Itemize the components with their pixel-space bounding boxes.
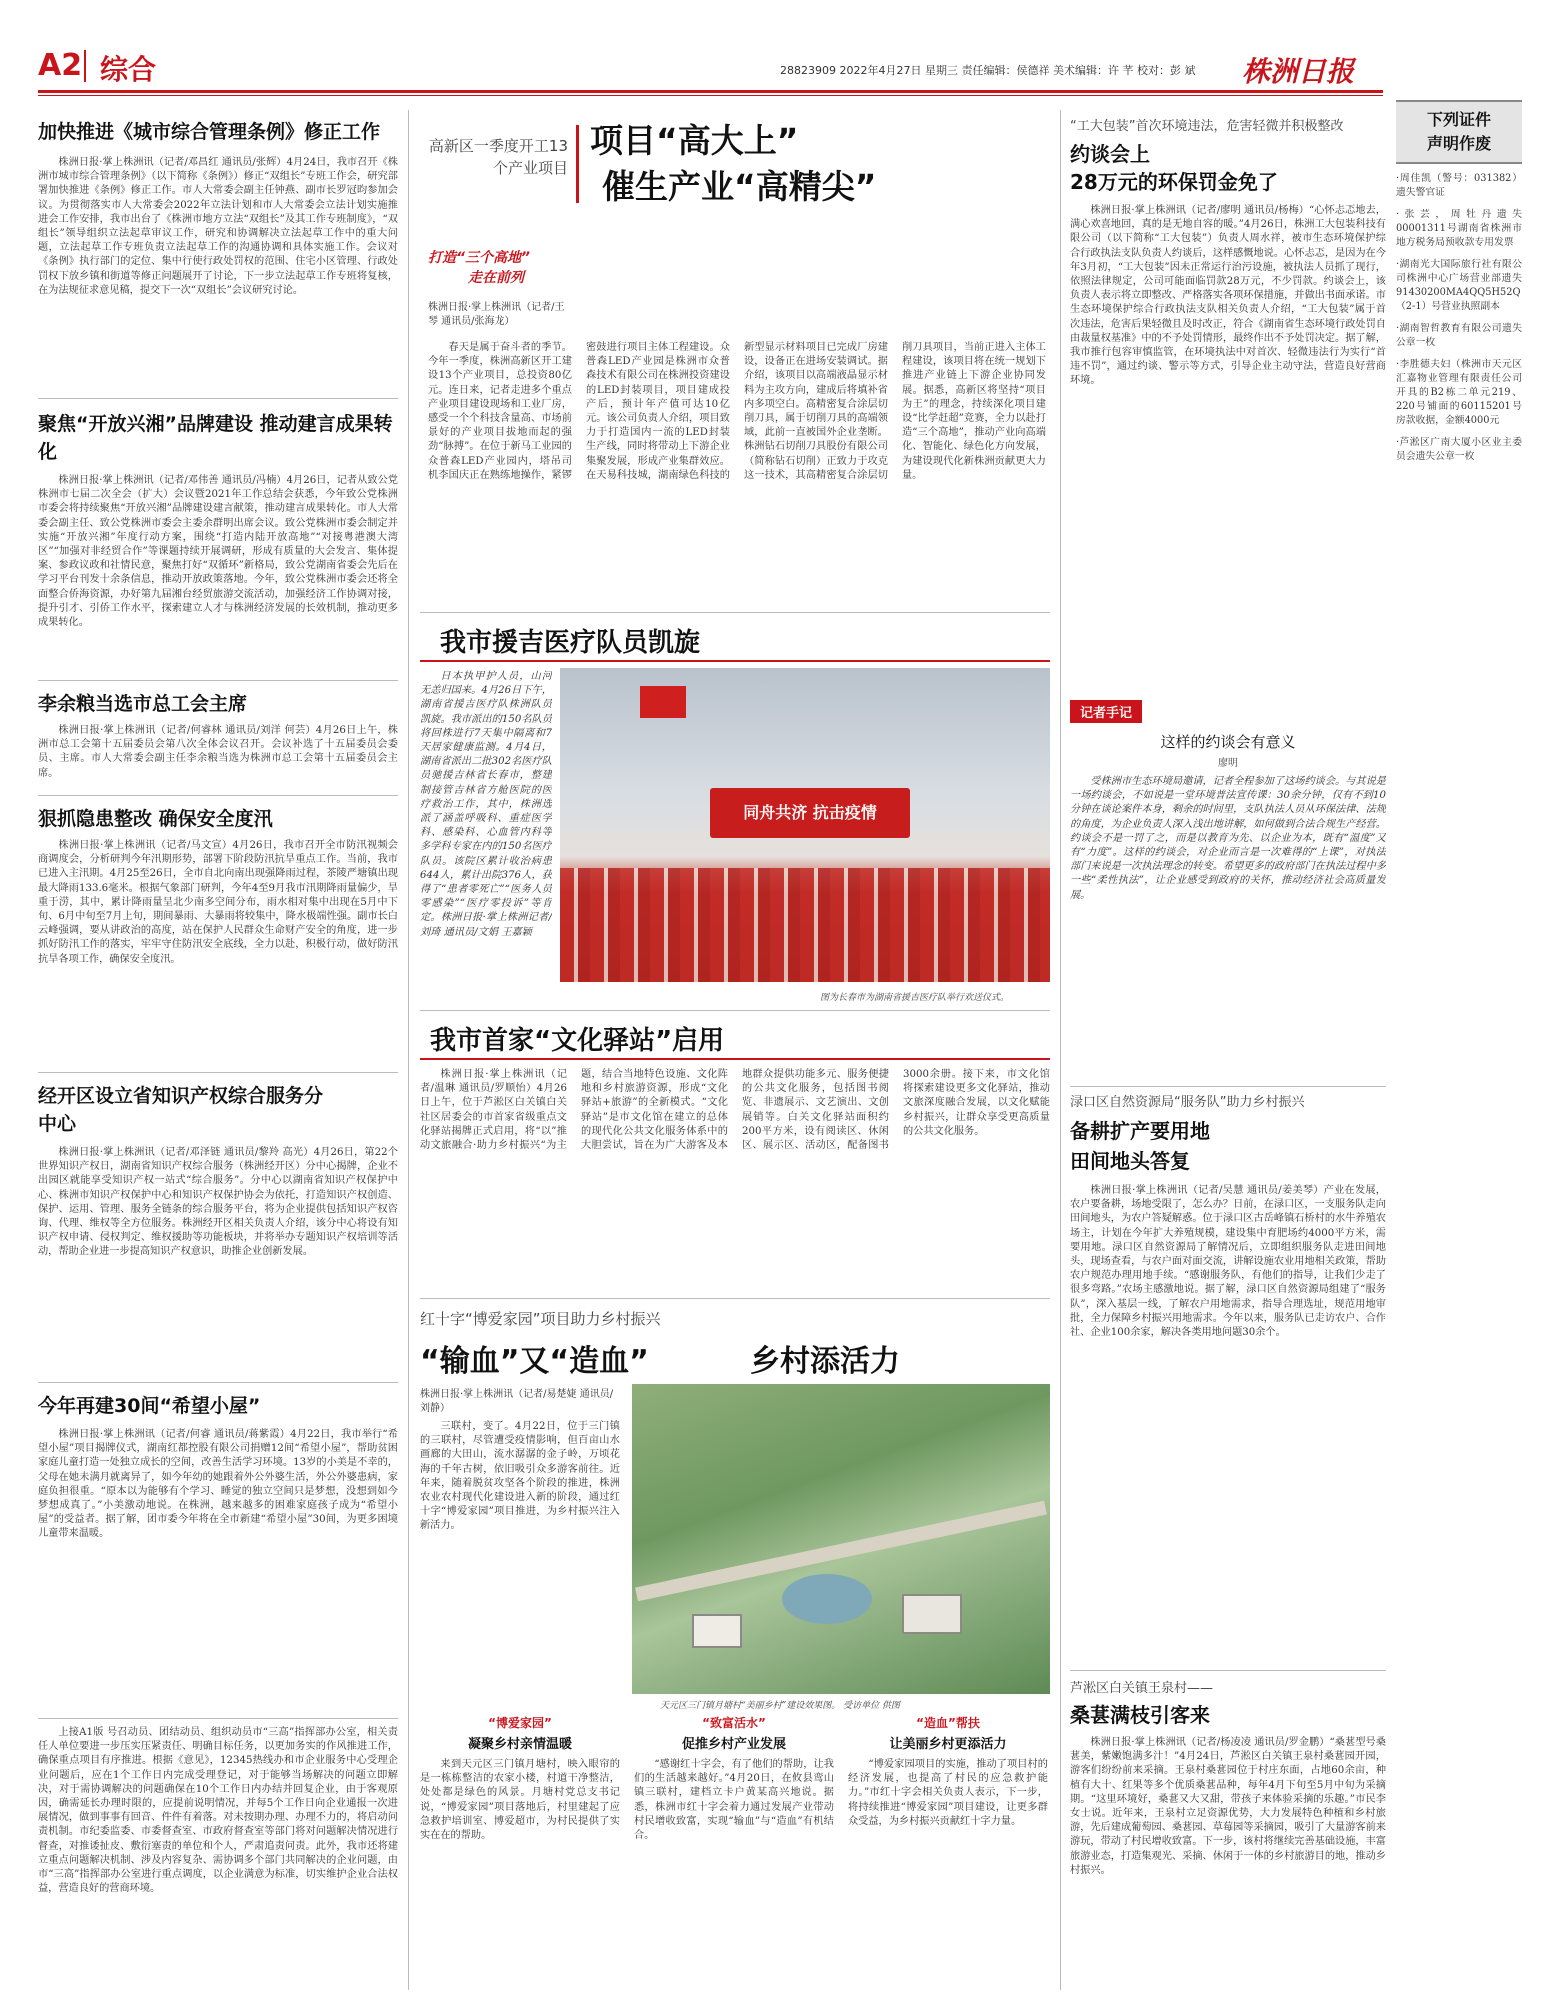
newspaper-logo: 株洲日报 [1242, 55, 1355, 88]
article-body: 株洲日报·掌上株洲讯（记者/吴慧 通讯员/姜美琴）产业在发展，农户要备耕，场地受限了，怎么办？日前，在渌口区，一支服务队走向田间地头，为农户答疑解惑。位于渌口区古岳峰镇石桥村的水牛养殖农场主，计划在今年扩大养殖规模，建设集中育肥场约4000平方米，需要用地。渌口区自然资源局了解情况后，立即组织服务队走进田间地头，现场查看，与农户面对面交流，讲解设施农业用地相关政策，帮助农户规范办理用地手续。“感谢服务队，有他们的指导，让我们少走了很多弯路。”农场主感激地说。据了解，渌口区自然资源局组建了“服务队”，深入基层一线，了解农户用地需求，指导合理选址，规范用地审批，全力保障乡村振兴用地需求。今年以来，服务队已走访农户、合作社、企业100余家，解决各类用地问题30余个。 [1070, 1185, 1386, 1339]
section-name: 综合 [100, 53, 157, 86]
article-body: 日本执甲护人员，山河无恙归国来。4月26日下午，湖南省援吉医疗队株洲队员凯旋。我市派出的150名队员将回株进行7天集中隔离和7天居家健康监测。4月4日，湖南省派出二批302名医疗队员驰援吉林省长春市，整建制接管吉林省方舱医院的医疗救治工作，其中，株洲选派了涵盖呼吸科、重症医学科、感染科、心血管内科等多学科专家在内的150名医疗队员。该院区累计收治病患644人，累计出院376人，获得了“患者零死亡”“医务人员零感染”“医疗零投诉”等肯定。株洲日报·掌上株洲记者/刘琦 通讯员/文娟 王嘉颖 [420, 671, 552, 938]
house-icon [902, 1594, 962, 1634]
header-rule-thin [38, 95, 1383, 96]
sidebar-title-line2: 声明作废 [1426, 134, 1491, 153]
notice-item: ·周佳凯（警号：031382）遗失警官证 [1396, 173, 1522, 198]
header-meta: 28823909 2022年4月27日 星期三 责任编辑：侯德祥 美术编辑：许 芊 校对：彭 斌 [780, 64, 1196, 77]
article-flood-control [38, 805, 398, 1067]
headline: 李余粮当选市总工会主席 [38, 693, 248, 715]
article-red-cross [420, 1304, 1050, 1994]
headline: 狠抓隐患整改 确保安全度汛 [38, 808, 273, 830]
house-icon [692, 1614, 742, 1648]
subhead-2: 让美丽乡村更添活力 [889, 1737, 1007, 1752]
headline-line1: 备耕扩产要用地 [1070, 1119, 1210, 1143]
section-divider [420, 1010, 1050, 1011]
column-divider [38, 1718, 398, 1719]
column-divider [38, 795, 398, 796]
photo-caption: 图为长春市为湖南省援吉医疗队举行欢送仪式。 [820, 993, 1010, 1003]
article-body: 三联村，变了。4月22日，位于三门镇的三联村，尽管遭受疫情影响，但百亩山水画廊的大田山，流水潺潺的金子岭，万顷花海的千年古树，依旧吸引众多游客前往。近年来，随着脱贫攻坚各个阶段的推进，株洲农业农村现代化建设进入新的阶段，通过红十字“博爱家园”项目推进，为乡村振兴注入新活力。 [420, 1421, 620, 1532]
article-body: “感谢红十字会，有了他们的帮助，让我们的生活越来越好。”4月20日，在攸县鸾山镇三联村，建档立卡户黄某高兴地说。据悉，株洲市红十字会着力通过发展产业带动村民增收致富，实现“输血”与“造血”有机结合。 [634, 1759, 834, 1842]
article-city-regulation [38, 118, 398, 384]
notice-list [1396, 172, 1522, 464]
column-divider [38, 398, 398, 399]
header-rule [38, 90, 1383, 93]
banner-text: 同舟共济 抗击疫情 [743, 803, 877, 822]
article-body: 株洲日报·掌上株洲讯（记者/邓伟善 通讯员/冯楠）4月26日，记者从致公党株洲市七届二次全会（扩大）会议暨2021年工作总结会获悉，今年致公党株洲市委会将持续聚焦“开放兴湘”品牌建设建言献策，推动建言成果转化。市人大常委会副主任、致公党株洲市委会主委余群明出席会议。致公党株洲市委会制定并实施“开放兴湘”年度行动方案，围绕“打造内陆开放高地”“对接粤港澳大湾区”“加强对非经贸合作”等课题持续开展调研，形成有质量的大会发言、集体提案、参政议政和社情民意，聚焦打好“双循环”新格局，致公党湖南省委会先后在学习平台刊发十余条信息，推动开放政策落地。今年，致公党株洲市委会还将全面整合侨海资源，办好第九届湘台经贸旅游交流活动，加强经济工作协调对接，提升引才、引侨工作水平，探索建立人才与株洲经济发展的长效机制，推动更多成果转化。 [38, 475, 398, 629]
crowd-icon [560, 868, 1050, 982]
byline: 株洲日报·掌上株洲讯（记者/王琴 通讯员/张海龙） [428, 302, 565, 327]
main-headline-line1: 项目“高大上” [590, 121, 799, 160]
headline: 加快推进《城市综合管理条例》修正工作 [38, 121, 381, 143]
article-high-tech [420, 105, 1050, 610]
badge-line1: 打造“三个高地” [428, 250, 531, 266]
badge-line2: 走在前列 [468, 270, 524, 286]
article-mulberry [1070, 1680, 1386, 1976]
headline-underline [420, 1058, 1050, 1060]
subhead: “致富活水” [702, 1716, 766, 1730]
notice-item: ·湖南智哲教育有限公司遗失公章一枚 [1396, 323, 1522, 348]
notice-sidebar [1396, 100, 1522, 580]
article-union-chair [38, 690, 398, 782]
main-headline-line2: 催生产业“高精尖” [602, 167, 877, 206]
article-body: “博爱家园项目的实施，推动了项目村的经济发展，也提高了村民的应急救护能力。”市红十字会相关负责人表示，下一步，将持续推进“博爱家园”项目建设，让更多群众受益，为乡村振兴贡献红十字力量。 [848, 1759, 1048, 1827]
headline: 我市援吉医疗队员凯旋 [440, 628, 701, 658]
article-body: 来到天元区三门镇月塘村，映入眼帘的是一栋栋整洁的农家小楼，村道干净整洁，处处都是绿色的风景。月塘村党总支书记说，“博爱家园”项目落地后，村里建起了应急救护培训室、博爱超市，为村民提供了实实在在的帮助。 [420, 1759, 620, 1842]
article-land-service [1070, 1094, 1386, 1680]
column-divider [38, 1382, 398, 1383]
notice-item: ·湖南光大国际旅行社有限公司株洲中心广场营业部遗失91430200MA4QQ5H52Q（2-1）号营业执照副本 [1396, 259, 1522, 312]
article-body: 株洲日报·掌上株洲讯（记者/杨凌凌 通讯员/罗金鹏）“桑葚型号桑葚美，紫嫩饱满多汁！”4月24日，芦淞区白关镇王泉村桑葚园开园，游客们纷纷前来采摘。王泉村桑葚园位于村庄东面，占地60余亩，种植有大十、红果等多个优质桑葚品种，每年4月下旬至5月中旬为采摘期。“这里环境好，桑葚又大又甜，带孩子来体验采摘的乐趣。”市民李女士说。近年来，王泉村立足资源优势，大力发展特色种植和乡村旅游，先后建成葡萄园、桑葚园、草莓园等采摘园，吸引了大量游客前来游玩，带动了村民增收致富。下一步，该村将继续完善基础设施，丰富旅游业态，打造集观光、采摘、休闲于一体的乡村旅游目的地，推动乡村振兴。 [1070, 1737, 1386, 1876]
column-divider [38, 680, 398, 681]
pond-icon [782, 1574, 872, 1624]
article-body: 株洲日报·掌上株洲讯（记者/邓泽链 通讯员/黎羚 高光）4月26日，第22个世界知识产权日，湖南省知识产权综合服务（株洲经开区）分中心揭牌，企业不出园区就能享受知识产权一站式“综合服务”。分中心以湖南省知识产权保护中心、株洲市知识产权保护中心和知识产权保护协会为依托，打造知识产权创造、保护、运用、管理、服务全链条的综合服务平台，将为企业提供包括知识产权咨询、代理、维权等全方位服务。株洲经开区相关负责人介绍，该分中心将设有知识产权申请、侵权判定、维权援助等功能板块，并将举办专题知识产权培训等活动，帮助企业进一步提高知识产权意识，助推企业创新发展。 [38, 1147, 398, 1258]
flag-icon [640, 686, 686, 718]
article-body: 株洲日报·掌上株洲讯（记者/何睿林 通讯员/刘洋 何芸）4月26日上午，株洲市总工会第十五届委员会第八次全体会议召开。会议补选了十五届委员会委员、主席。市人大常委会副主任李余粮当选为株洲市总工会第十五届委员会主席。 [38, 725, 398, 779]
photo-village-aerial [632, 1384, 1050, 1694]
article-body: 株洲日报·掌上株洲讯（记者/廖明 通讯员/杨梅）“心怀忐忑地去，满心欢喜地回，真的是无地自容的暖。”4月26日，株洲工大包装科技有限公司（以下简称“工大包装”）负责人周水祥，被市生态环境保护综合行政执法支队负责人约谈后，这样感慨地说。心怀忐忑，是因为在今年3月初，“工大包装”因未正常运行治污设施，被执法人员抓了现行，依照法律规定，公司可能面临罚款28万元，不少罚款。约谈会上，该负责人表示将立即整改、严格落实各项环保措施，并做出书面承诺。市生态环境保护综合行政执法支队相关负责人介绍，“工大包装”属于首次违法，危害后果轻微且及时改正，符合《湖南省生态环境行政处罚自由裁量权基准》中的不予处罚情形，最终作出不予处罚决定。据了解，我市推行包容审慎监管，在环境执法中对首次、轻微违法行为实行“首违不罚”，通过约谈、警示等方式，引导企业主动守法，营造良好营商环境。 [1070, 205, 1386, 387]
kicker: “工大包装”首次环境违法，危害轻微并积极整改 [1070, 119, 1344, 134]
page-number: A2 [38, 48, 83, 83]
headline: 桑葚满枝引客来 [1070, 1703, 1210, 1727]
campaign-badge [428, 247, 568, 289]
headline-line2: 28万元的环保罚金免了 [1070, 170, 1278, 194]
section-divider [1070, 1086, 1386, 1087]
photo-caption: 天元区三门镇月塘村“美丽乡村”建设效果图。 受访单位 供图 [660, 1701, 900, 1711]
note-badge-text: 记者手记 [1080, 706, 1133, 721]
article-body: 上接A1版 号召动员、团结动员、组织动员市“三高”指挥部办公室，相关责任人单位要进一步压实压紧责任、明确目标任务，以更加务实的作风推进工作，确保重点项目有序推进。根据《意见》，12345热线办和市企业服务中心受理企业问题后，应在1个工作日内完成受理登记，对于能够当场解决的问题立即解决，对于需协调解决的问题确保在10个工作日内办结并回复企业，由于客观原因，确需延长办理时限的，应提前说明情况，并每5个工作日向企业通报一次进展情况，做到事事有回音、件件有着落。对未按期办理、办理不力的，将启动问责机制。市纪委监委、市委督查室、市政府督查室等部门将对问题解决情况进行督查，对推诿扯皮、敷衍塞责的单位和个人，严肃追责问责。此外，我市还将建立重点问题解决机制、涉及内容复杂、需协调多个部门共同解决的企业问题，由市“三高”指挥部办公室进行重点调度，以企业满意为标准，切实维护企业合法权益，营造良好的营商环境。 [38, 1727, 398, 1895]
vertical-divider [408, 110, 409, 1990]
notice-item: ·芦淞区广南大厦小区业主委员会遗失公章一枚 [1396, 437, 1522, 462]
subsection-2 [634, 1714, 834, 1998]
main-headline-line2: 乡村添活力 [750, 1344, 900, 1379]
article-body: 株洲日报·掌上株洲讯（记者/马文宣）4月26日，我市召开全市防汛视频会商调度会，分析研判今年汛期形势，部署下阶段防汛抗旱重点工作。当前，我市已进入主汛期。4月25至26日，全市自北向南出现强降雨过程，茶陵严塘镇出现最大降雨133.6毫米。根据气象部门研判，今年4至9月我市汛期降雨量偏少，旱重于涝，其中，累计降雨量呈北少南多空间分布，雨水相对集中出现在5月中下旬、6月中旬至7月上旬，期间暴雨、大暴雨将较集中，降水极端性强。副市长白云峰强调，要从讲政治的高度，站在保护人民群众生命财产安全的角度，进一步抓好防汛工作的落实，牢牢守住防汛安全底线，全力以赴，积极行动，做好防汛抗旱各项工作，确保安全度汛。 [38, 840, 398, 965]
section-divider [1070, 1670, 1386, 1671]
headline-line2: 田间地头答复 [1070, 1149, 1190, 1173]
article-environment-fine [1070, 118, 1386, 636]
notice-item: ·李胜德夫妇（株洲市天元区汇嘉物业管理有限责任公司开具的B2栋二单元219、220号铺面的60115201号房款收据，金额4000元 [1396, 359, 1522, 426]
headline: 聚焦“开放兴湘”品牌建设 推动建言成果转化 [38, 413, 393, 463]
subhead: “造血”帮扶 [916, 1716, 980, 1730]
subhead: “博爱家园” [488, 1716, 552, 1730]
headline: 经开区设立省知识产权综合服务分中心 [38, 1085, 324, 1135]
article-medical-team [420, 618, 1050, 1008]
kicker: 芦淞区白关镇王泉村—— [1070, 1681, 1214, 1696]
note-author: 廖明 [1218, 758, 1238, 769]
article-body: 株洲日报·掌上株洲讯（记者/何睿 通讯员/蒋紫霞）4月22日，我市举行“希望小屋”项目揭牌仪式，湖南红都控股有限公司捐赠12间“希望小屋”，帮助贫困家庭儿童打造一处独立成长的空间，改善生活学习环境。13岁的小美是不幸的，父母在她未满月就离异了，如今年幼的她跟着外公外婆生活，外公外婆患病，家庭负担很重。“原本以为能够有个学习、睡觉的独立空间只是梦想，没想到如今梦想成真了。”小美激动地说。在株洲，越来越多的困难家庭孩子成为“希望小屋”的受益者。据了解，团市委今年将在全市新建“希望小屋”30间，为更多困境儿童带来温暖。 [38, 1429, 398, 1540]
kicker: 渌口区自然资源局“服务队”助力乡村振兴 [1070, 1095, 1305, 1110]
note-body: 受株洲市生态环境局邀请，记者全程参加了这场约谈会。与其说是一场约谈会，不如说是一堂环境普法宣传课：30余分钟，仅有不到10分钟在谈论案件本身，剩余的时间里，支队执法人员从环保法律、法规的角度，为企业负责人深入浅出地讲解，如何做到合法合规生产经营。约谈会不是一罚了之，而是以教育为先、以企业为本，既有“温度”又有“力度”。这样的约谈会，对企业而言是一次难得的“上课”，对执法部门来说是一次执法理念的转变。希望更多的政府部门在执法过程中多一些“柔性执法”，让企业感受到政府的关怀，推动经济社会高质量发展。 [1070, 776, 1386, 901]
article-culture-post [420, 1016, 1050, 1296]
kicker-divider [576, 125, 579, 203]
subhead-2: 促推乡村产业发展 [681, 1737, 786, 1752]
kicker: 高新区一季度开工13个产业项目 [428, 137, 568, 177]
photo-medical-team [560, 668, 1050, 982]
note-badge [1070, 700, 1142, 723]
article-continued-a1 [38, 1726, 398, 1982]
headline: 今年再建30间“希望小屋” [38, 1395, 261, 1417]
kicker: 红十字“博爱家园”项目助力乡村振兴 [420, 1310, 661, 1328]
sidebar-header [1396, 100, 1522, 164]
article-body: 春天是属于奋斗者的季节。今年一季度，株洲高新区开工建设13个产业项目，总投资80亿元。连日来，记者走进多个重点产业项目建设现场和工业厂房，感受一个个科技含量高、市场前景好的产业项目拔地而起的强劲“脉搏”。在位于新马工业园的众普森LED产业园内，塔吊司机李国庆正在熟练地操作，紧锣密鼓进行项目主体工程建设。众普森LED产业园是株洲市众普森技术有限公司在株洲投资建设的LED封装项目，项目建成投产后，预计年产值可达10亿元。该公司负责人介绍，项目致力于打造国内一流的LED封装生产线，同时将带动上下游企业集聚发展，形成产业集群效应。在天易科技城，湖南绿色科技的新型显示材料项目已完成厂房建设，设备正在进场安装调试。据介绍，该项目以高端液晶显示材料为主攻方向，建成后将填补省内多项空白。高精密复合涂层切削刀具，属于切削刀具的高端领域，此前一直被国外企业垄断。株洲钻石切削刀具股份有限公司（简称钻石切削）正致力于攻克这一技术，其高精密复合涂层切削刀具项目，当前正进入主体工程建设，该项目将在统一规划下推进产业链上下游企业协同发展。据悉，高新区将坚持“项目为王”的理念，持续深化项目建设“比学赶超”竞赛，全力以赴打造“三个高地”，推动产业向高端化、智能化、绿色化方向发展，为建设现代化新株洲贡献更大力量。 [428, 342, 1046, 481]
sidebar-title-line1: 下列证件 [1426, 110, 1491, 129]
headline-line1: 约谈会上 [1070, 142, 1150, 166]
reporter-note [1070, 700, 1386, 1091]
column-divider [38, 1072, 398, 1073]
main-headline-line1: “输血”又“造血” [420, 1344, 649, 1379]
header-divider-red [84, 50, 86, 82]
article-body: 株洲日报·掌上株洲讯（记者/邓昌红 通讯员/张辉）4月24日，我市召开《株洲市城市综合管理条例》（以下简称《条例》）修正“双组长”专班工作会，研究部署加快推进《条例》修正工作。市人大常委会副主任钟燕、副市长罗冠昀参加会议。为贯彻落实市人大常委会2022年立法计划和市人大常委会立法计划实施推进会工作安排，我市出台了《株洲市地方立法“双组长”及其工作专班制度》，“双组长”领导组织立法起草审议工作，研究和协调解决立法起草工作中的重大问题，立法起草工作专班负责立法起草工作的沟通协调和具体实施工作。会议对《条例》执行部门的定位、集中行使行政处罚权的范围、住宅小区管理、行政处罚权下放乡镇和街道等修正问题展开了讨论，下一步立法起草工作专班将复核，在为法规征求意见稿，提交下一次“双组长”会议研究讨论。 [38, 157, 398, 296]
article-body: 株洲日报·掌上株洲讯（记者/温琳 通讯员/罗顺怡）4月26日上午，位于芦淞区白关镇白关社区居委会的市首家省级重点文化驿站揭牌正式启用，将“以”推动文旅融合·助力乡村振兴“为主题，结合当地特色设施、文化阵地和乡村旅游资源，形成“文化驿站+旅游”的全新模式。“文化驿站”是市文化馆在建立的总体的现代化公共文化服务体系中的大胆尝试，旨在为广大游客及本地群众提供功能多元、服务便捷的公共文化服务，包括图书阅览、非遗展示、文艺演出、文创展销等。白关文化驿站面积约200平方米，设有阅读区、休闲区、展示区、活动区，配备图书3000余册。接下来，市文化馆将探索建设更多文化驿站，推动文旅深度融合发展，以文化赋能乡村振兴，让群众享受更高质量的公共文化服务。 [420, 1069, 1050, 1152]
vertical-divider [1060, 110, 1061, 1990]
notice-item: ·张芸，周牡丹遗失00001311号湖南省株洲市地方税务局预收款专用发票 [1396, 209, 1522, 248]
byline: 株洲日报·掌上株洲讯（记者/易楚婕 通讯员/刘静） [420, 1389, 614, 1414]
headline-underline [420, 660, 1050, 662]
section-divider [420, 612, 1050, 613]
article-ip-center [38, 1082, 398, 1388]
article-open-hunan [38, 410, 398, 714]
subhead-2: 凝聚乡村亲情温暖 [467, 1737, 572, 1752]
note-title: 这样的约谈会有意义 [1160, 733, 1296, 751]
headline: 我市首家“文化驿站”启用 [430, 1026, 725, 1056]
article-hope-cottage [38, 1392, 398, 1712]
subsection-1 [420, 1714, 620, 1998]
section-divider [420, 1298, 1050, 1299]
subsection-3 [848, 1714, 1048, 1998]
